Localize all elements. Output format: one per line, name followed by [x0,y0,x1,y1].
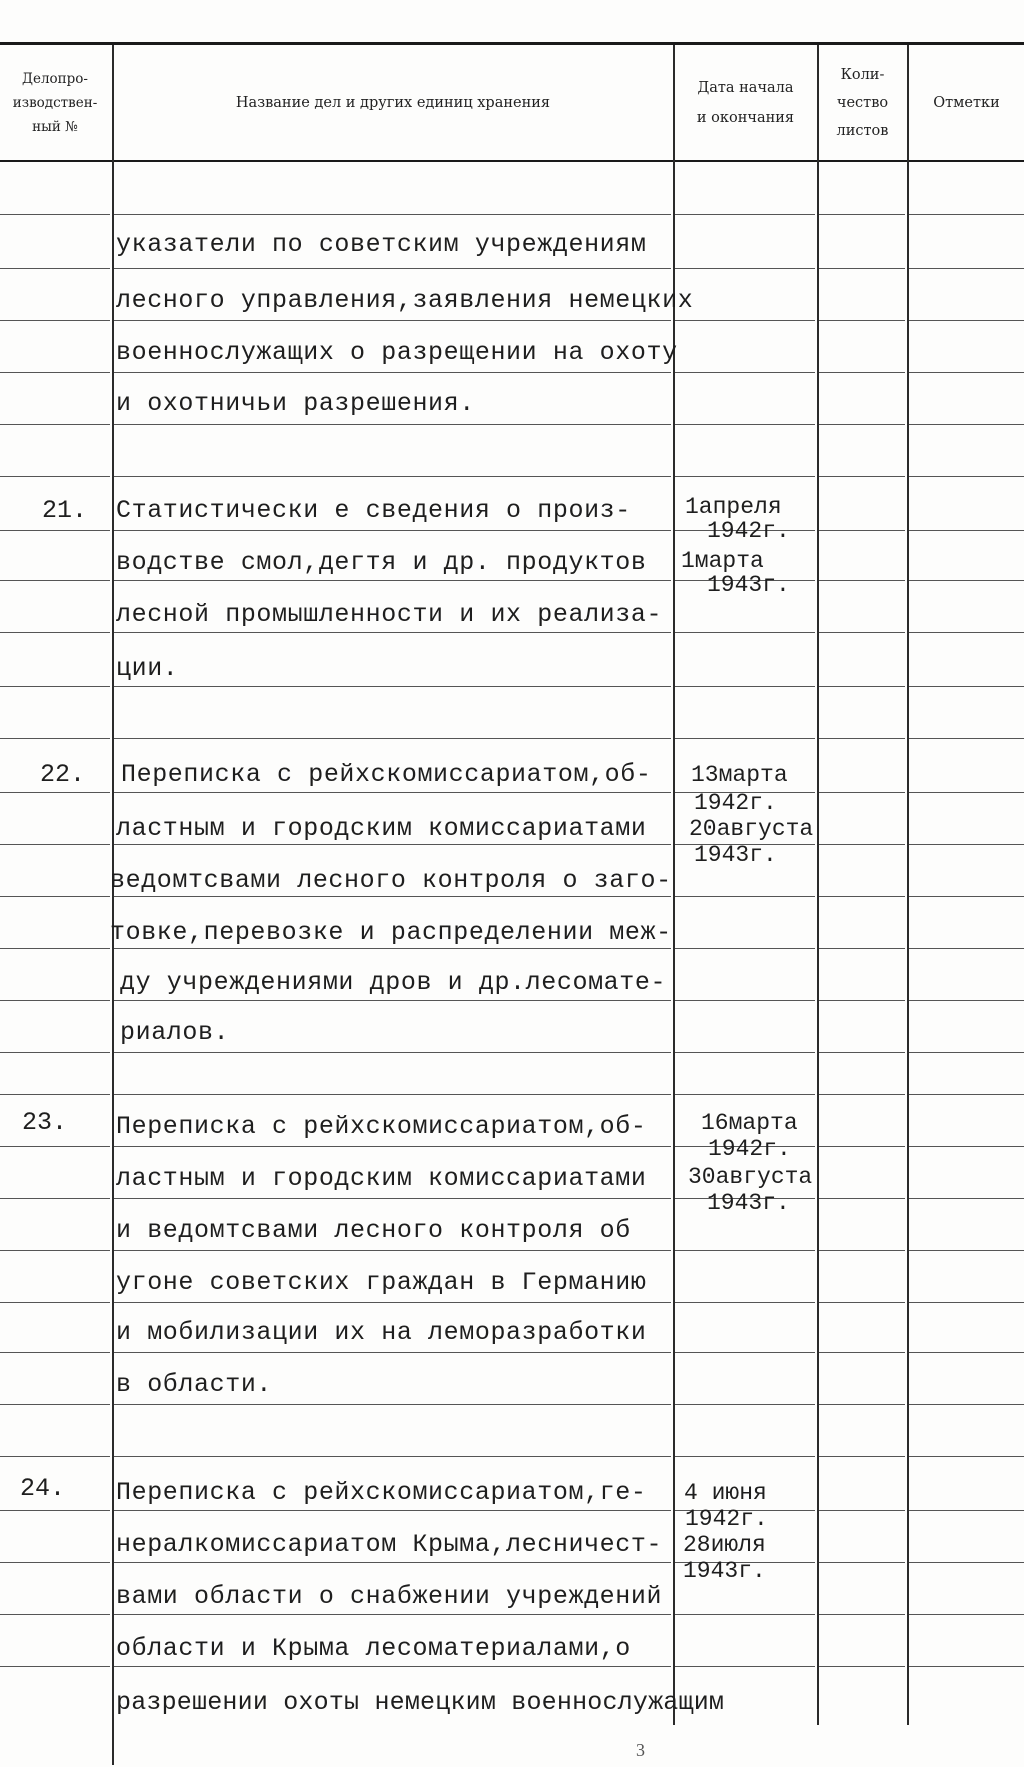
ruled-line [819,1250,905,1251]
ruled-line [909,268,1024,269]
ruled-line [909,1456,1024,1457]
ruled-line [909,792,1024,793]
ruled-line [675,1250,815,1251]
entry-number: 21. [42,496,88,525]
ruled-line [909,844,1024,845]
ruled-line [675,686,815,687]
ruled-line [0,268,110,269]
ruled-line [114,1404,671,1405]
ruled-line [0,1052,110,1053]
ruled-line [114,1614,671,1615]
ruled-line [675,1404,815,1405]
column-divider-dates [817,45,819,1725]
ruled-line [0,1404,110,1405]
ruled-line [675,320,815,321]
entry-title-line: Статистически е сведения о произ- [116,496,631,525]
ruled-line [909,476,1024,477]
ruled-line [0,424,110,425]
entry-start-day: 16марта [701,1110,798,1136]
ruled-line [114,792,671,793]
ruled-line [675,948,815,949]
ruled-line [909,580,1024,581]
ruled-line [819,792,905,793]
ruled-line [909,1510,1024,1511]
ruled-line [819,1094,905,1095]
ruled-line [909,1562,1024,1563]
ruled-line [0,580,110,581]
ruled-line [114,1456,671,1457]
entry-title-line: угоне советских граждан в Германию [116,1268,647,1297]
ruled-line [819,1146,905,1147]
entry-start-day: 13марта [691,762,788,788]
entry-title-line: вами области о снабжении учреждений [116,1582,663,1611]
entry-start-year: 1942г. [694,790,777,816]
ruled-line [819,214,905,215]
ruled-line [0,896,110,897]
ruled-line [819,738,905,739]
ruled-line [114,372,671,373]
ruled-line [819,1302,905,1303]
entry-number: 24. [20,1474,66,1503]
entry-end-day: 28июля [683,1532,766,1558]
entry-title-line: области и Крыма лесоматериалами,о [116,1634,631,1663]
ruled-line [675,1614,815,1615]
ruled-line [819,476,905,477]
ruled-line [0,1250,110,1251]
ruled-line [114,530,671,531]
ruled-line [114,896,671,897]
ruled-line [675,1000,815,1001]
ruled-line [675,1302,815,1303]
ruled-line [0,1198,110,1199]
ruled-line [675,1666,815,1667]
ruled-line [0,686,110,687]
ruled-line [0,1352,110,1353]
ruled-line [114,1510,671,1511]
ruled-line [819,896,905,897]
header-sheets-column: Коли- чество листов [836,67,889,139]
ruled-line [819,580,905,581]
ruled-line [114,844,671,845]
continuation-line: военнослужащих о разрещении на охоту [116,338,678,367]
ruled-line [909,1094,1024,1095]
continuation-line: лесного управления,заявления немецких [116,286,694,315]
ruled-line [675,268,815,269]
ruled-line [114,1562,671,1563]
entry-end-year: 1943г. [707,1190,790,1216]
ruled-line [819,1666,905,1667]
entry-title-line: риалов. [120,1018,230,1047]
ruled-line [819,1052,905,1053]
ruled-line [909,686,1024,687]
continuation-line: указатели по советским учреждениям [116,230,647,259]
ruled-line [819,948,905,949]
ruled-line [675,738,815,739]
entry-title-line: Переписка с рейхскомиссариатом,об- [121,760,652,789]
ruled-line [0,372,110,373]
ruled-line [909,1250,1024,1251]
ruled-line [0,1146,110,1147]
ruled-line [114,1250,671,1251]
entry-number: 22. [40,760,86,789]
entry-title-line: Переписка с рейхскомиссариатом,об- [116,1112,647,1141]
header-bottom-rule [0,160,1024,162]
ruled-line [819,1352,905,1353]
entry-title-line: нералкомиссариатом Крыма,лесничест- [116,1530,663,1559]
ruled-line [909,424,1024,425]
entry-title-line: разрешении охоты немецким военнослужащим [116,1688,725,1717]
continuation-line: и охотничьи разрешения. [116,389,475,418]
entry-start-year: 1942г. [708,1136,791,1162]
ruled-line [114,1094,671,1095]
entry-start-year: 1942г. [685,1506,768,1532]
ruled-line [909,632,1024,633]
ruled-line [909,1352,1024,1353]
ruled-line [909,1614,1024,1615]
ruled-line [819,1562,905,1563]
ruled-line [675,1094,815,1095]
ruled-line [0,320,110,321]
ruled-line [114,738,671,739]
ruled-line [114,1352,671,1353]
ruled-line [675,476,815,477]
ruled-line [114,686,671,687]
ruled-line [675,214,815,215]
ruled-line [114,1052,671,1053]
ruled-line [909,530,1024,531]
entry-start-year: 1942г. [707,518,790,544]
entry-title-line: ду учреждениями дров и др.лесомате- [120,968,667,997]
ruled-line [675,632,815,633]
ruled-line [0,1614,110,1615]
ruled-line [0,948,110,949]
entry-title-line: в области. [116,1370,273,1399]
entry-end-year: 1943г. [707,572,790,598]
column-divider-sheets [907,45,909,1725]
ruled-line [819,530,905,531]
header-notes-column: Отметки [933,94,1000,111]
ruled-line [0,1456,110,1457]
page-number: 3 [636,1740,645,1760]
ruled-line [0,738,110,739]
ruled-line [0,844,110,845]
ruled-line [909,1404,1024,1405]
ruled-line [114,268,671,269]
entry-number: 23. [22,1108,68,1137]
entry-title-line: ции. [116,654,179,683]
ruled-line [675,1352,815,1353]
ruled-line [114,1666,671,1667]
ruled-line [819,372,905,373]
ruled-line [909,214,1024,215]
ruled-line [819,424,905,425]
header-title-column: Название дел и других единиц хранения [235,94,551,111]
ruled-line [0,1000,110,1001]
ruled-line [909,1666,1024,1667]
ruled-line [0,1302,110,1303]
ruled-line [819,320,905,321]
ruled-line [909,1302,1024,1303]
ruled-line [909,1146,1024,1147]
entry-title-line: ластным и городским комиссариатами [116,814,647,843]
entry-title-line: водстве смол,дегтя и др. продуктов [116,548,647,577]
ruled-line [114,1000,671,1001]
ruled-line [675,1456,815,1457]
ruled-line [675,896,815,897]
entry-end-day: 30августа [688,1164,813,1190]
entry-title-line: ластным и городским комиссариатами [116,1164,647,1193]
ruled-line [114,632,671,633]
ruled-line [0,632,110,633]
entry-start-day: 4 июня [684,1480,767,1506]
entry-title-line: Переписка с рейхскомиссариатом,ге- [116,1478,647,1507]
ruled-line [819,1404,905,1405]
ruled-line [114,424,671,425]
ruled-line [819,1614,905,1615]
entry-title-line: и мобилизации их на леморазработки [116,1318,647,1347]
ruled-line [909,320,1024,321]
ruled-line [0,792,110,793]
ruled-line [819,1198,905,1199]
ruled-line [0,214,110,215]
ruled-line [909,372,1024,373]
ruled-line [909,948,1024,949]
entry-title-line: и ведомтсвами лесного контроля об [116,1216,631,1245]
ruled-line [114,948,671,949]
entry-title-line: товке,перевозке и распределении меж- [110,918,672,947]
ruled-line [114,580,671,581]
ruled-line [0,1666,110,1667]
ruled-line [909,738,1024,739]
ruled-line [819,1456,905,1457]
ruled-line [0,1562,110,1563]
entry-end-year: 1943г. [683,1558,766,1584]
ruled-line [675,1052,815,1053]
ruled-line [0,476,110,477]
ruled-line [909,896,1024,897]
header-number-column: Делопро- изводствен- ный № [12,71,98,135]
ruled-line [0,1094,110,1095]
ruled-line [114,214,671,215]
ruled-line [909,1198,1024,1199]
ruled-line [114,1198,671,1199]
ruled-line [114,1302,671,1303]
ruled-line [819,844,905,845]
entry-end-day: 20августа [689,816,814,842]
ruled-line [819,632,905,633]
ruled-line [819,1510,905,1511]
ruled-line [114,320,671,321]
entry-end-year: 1943г. [694,842,777,868]
ruled-line [675,424,815,425]
ruled-line [909,1052,1024,1053]
ruled-line [114,1146,671,1147]
ruled-line [0,1510,110,1511]
ruled-line [819,1000,905,1001]
ruled-line [819,268,905,269]
ruled-line [114,476,671,477]
ruled-line [819,686,905,687]
ruled-line [675,372,815,373]
ruled-line [909,1000,1024,1001]
entry-title-line: лесной промышленности и их реализа- [116,600,663,629]
column-divider-number [112,45,114,1765]
entry-start-day: 1апреля [685,494,782,520]
entry-title-line: ведомтсвами лесного контроля о заго- [110,866,672,895]
header-dates-column: Дата начала и окончания [696,80,795,126]
header-top-rule [0,42,1024,45]
entry-end-day: 1марта [681,548,764,574]
ruled-line [0,530,110,531]
